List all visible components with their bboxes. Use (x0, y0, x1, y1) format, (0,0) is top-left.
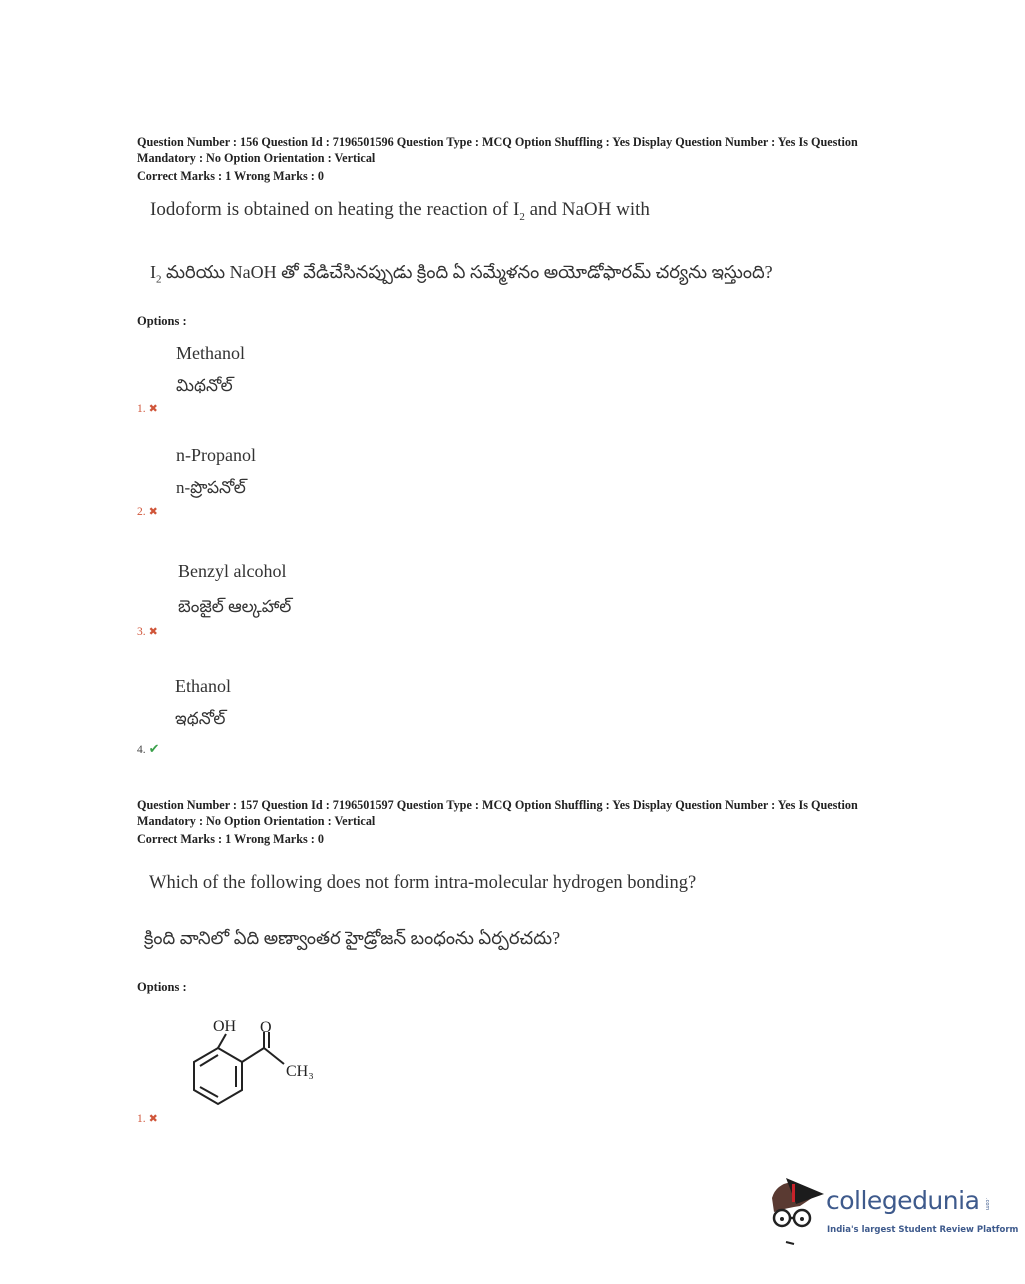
question-156-text-en (150, 199, 650, 223)
q-text-part: I (150, 262, 156, 282)
q-text-part: and NaOH with (524, 199, 650, 220)
options-label: Options : (137, 314, 187, 328)
q-text-part: Iodoform is obtained on heating the reaction of I (150, 199, 520, 220)
mascot-icon (766, 1176, 826, 1246)
wrong-icon: ✖ (148, 626, 158, 638)
collegedunia-logo (766, 1176, 1019, 1246)
methyl-bond (264, 1048, 284, 1064)
option-3-number (137, 625, 158, 638)
wrong-icon: ✖ (148, 1113, 158, 1125)
option-1-number (137, 402, 158, 415)
wrong-icon: ✖ (148, 506, 158, 518)
logo-wordmark: collegedunia (826, 1186, 980, 1215)
option-num: 1. (137, 1113, 146, 1125)
ch3-label: CH₃ (286, 1063, 314, 1080)
option-2-en: n-Propanol (176, 445, 256, 465)
o-label: O (260, 1019, 272, 1036)
question-157-text-en: Which of the following does not form intra-molecular hydrogen bonding? (149, 873, 697, 893)
option-4-en: Ethanol (175, 676, 231, 696)
option-4-te: ఇథనోల్ (175, 709, 226, 728)
meta-line-2: Mandatory : No Option Orientation : Vertical (137, 814, 376, 828)
option-num: 3. (137, 626, 146, 638)
option-2-te: n-ప్రొపనోల్ (176, 478, 246, 497)
marks-line: Correct Marks : 1 Wrong Marks : 0 (137, 832, 324, 846)
correct-icon: ✔ (148, 741, 160, 756)
question-157-meta (137, 797, 917, 847)
meta-line-1: Question Number : 157 Question Id : 7196501597 Question Type : MCQ Option Shuffling : Yes Display Question Number : Yes Is Question (137, 798, 858, 812)
question-156-meta (137, 134, 917, 184)
question-156-text-te (150, 262, 773, 287)
option-2-number (137, 505, 158, 518)
option-1-te: మిథనోల్ (176, 376, 233, 395)
option-3-te: బెంజైల్ ఆల్కహాల్ (178, 597, 292, 616)
logo-tagline: India's largest Student Review Platform (827, 1225, 1019, 1235)
meta-line-1: Question Number : 156 Question Id : 7196501596 Question Type : MCQ Option Shuffling : Yes Display Question Number : Yes Is Question (137, 135, 858, 149)
subscript: 2 (519, 210, 525, 223)
option-1-en: Methanol (176, 343, 245, 363)
option-num: 4. (137, 744, 146, 756)
option-num: 2. (137, 506, 146, 518)
option-1-number (137, 1112, 158, 1125)
oh-bond (218, 1034, 226, 1048)
oh-label: OH (213, 1018, 237, 1035)
meta-line-2: Mandatory : No Option Orientation : Vertical (137, 151, 376, 165)
benzene-ring (194, 1048, 242, 1104)
question-157-text-te: క్రింది వానిలో ఏది అణ్వాంతర హైడ్రోజన్ బంధంను ఏర్పరచదు? (144, 928, 561, 948)
option-4-number (137, 741, 160, 757)
carbonyl-bond (242, 1048, 264, 1062)
options-label: Options : (137, 980, 187, 994)
option-num: 1. (137, 403, 146, 415)
chemical-structure-2-hydroxyacetophenone (180, 1010, 330, 1110)
wrong-icon: ✖ (148, 403, 158, 415)
subscript: 2 (156, 273, 162, 286)
option-3-en: Benzyl alcohol (178, 561, 287, 581)
logo-suffix: .com (984, 1198, 990, 1211)
marks-line: Correct Marks : 1 Wrong Marks : 0 (137, 169, 324, 183)
q-text-part: మరియు NaOH తో వేడిచేసినప్పుడు క్రింది ఏ సమ్మేళనం అయోడోఫారమ్ చర్యను ఇస్తుంది? (161, 262, 773, 282)
